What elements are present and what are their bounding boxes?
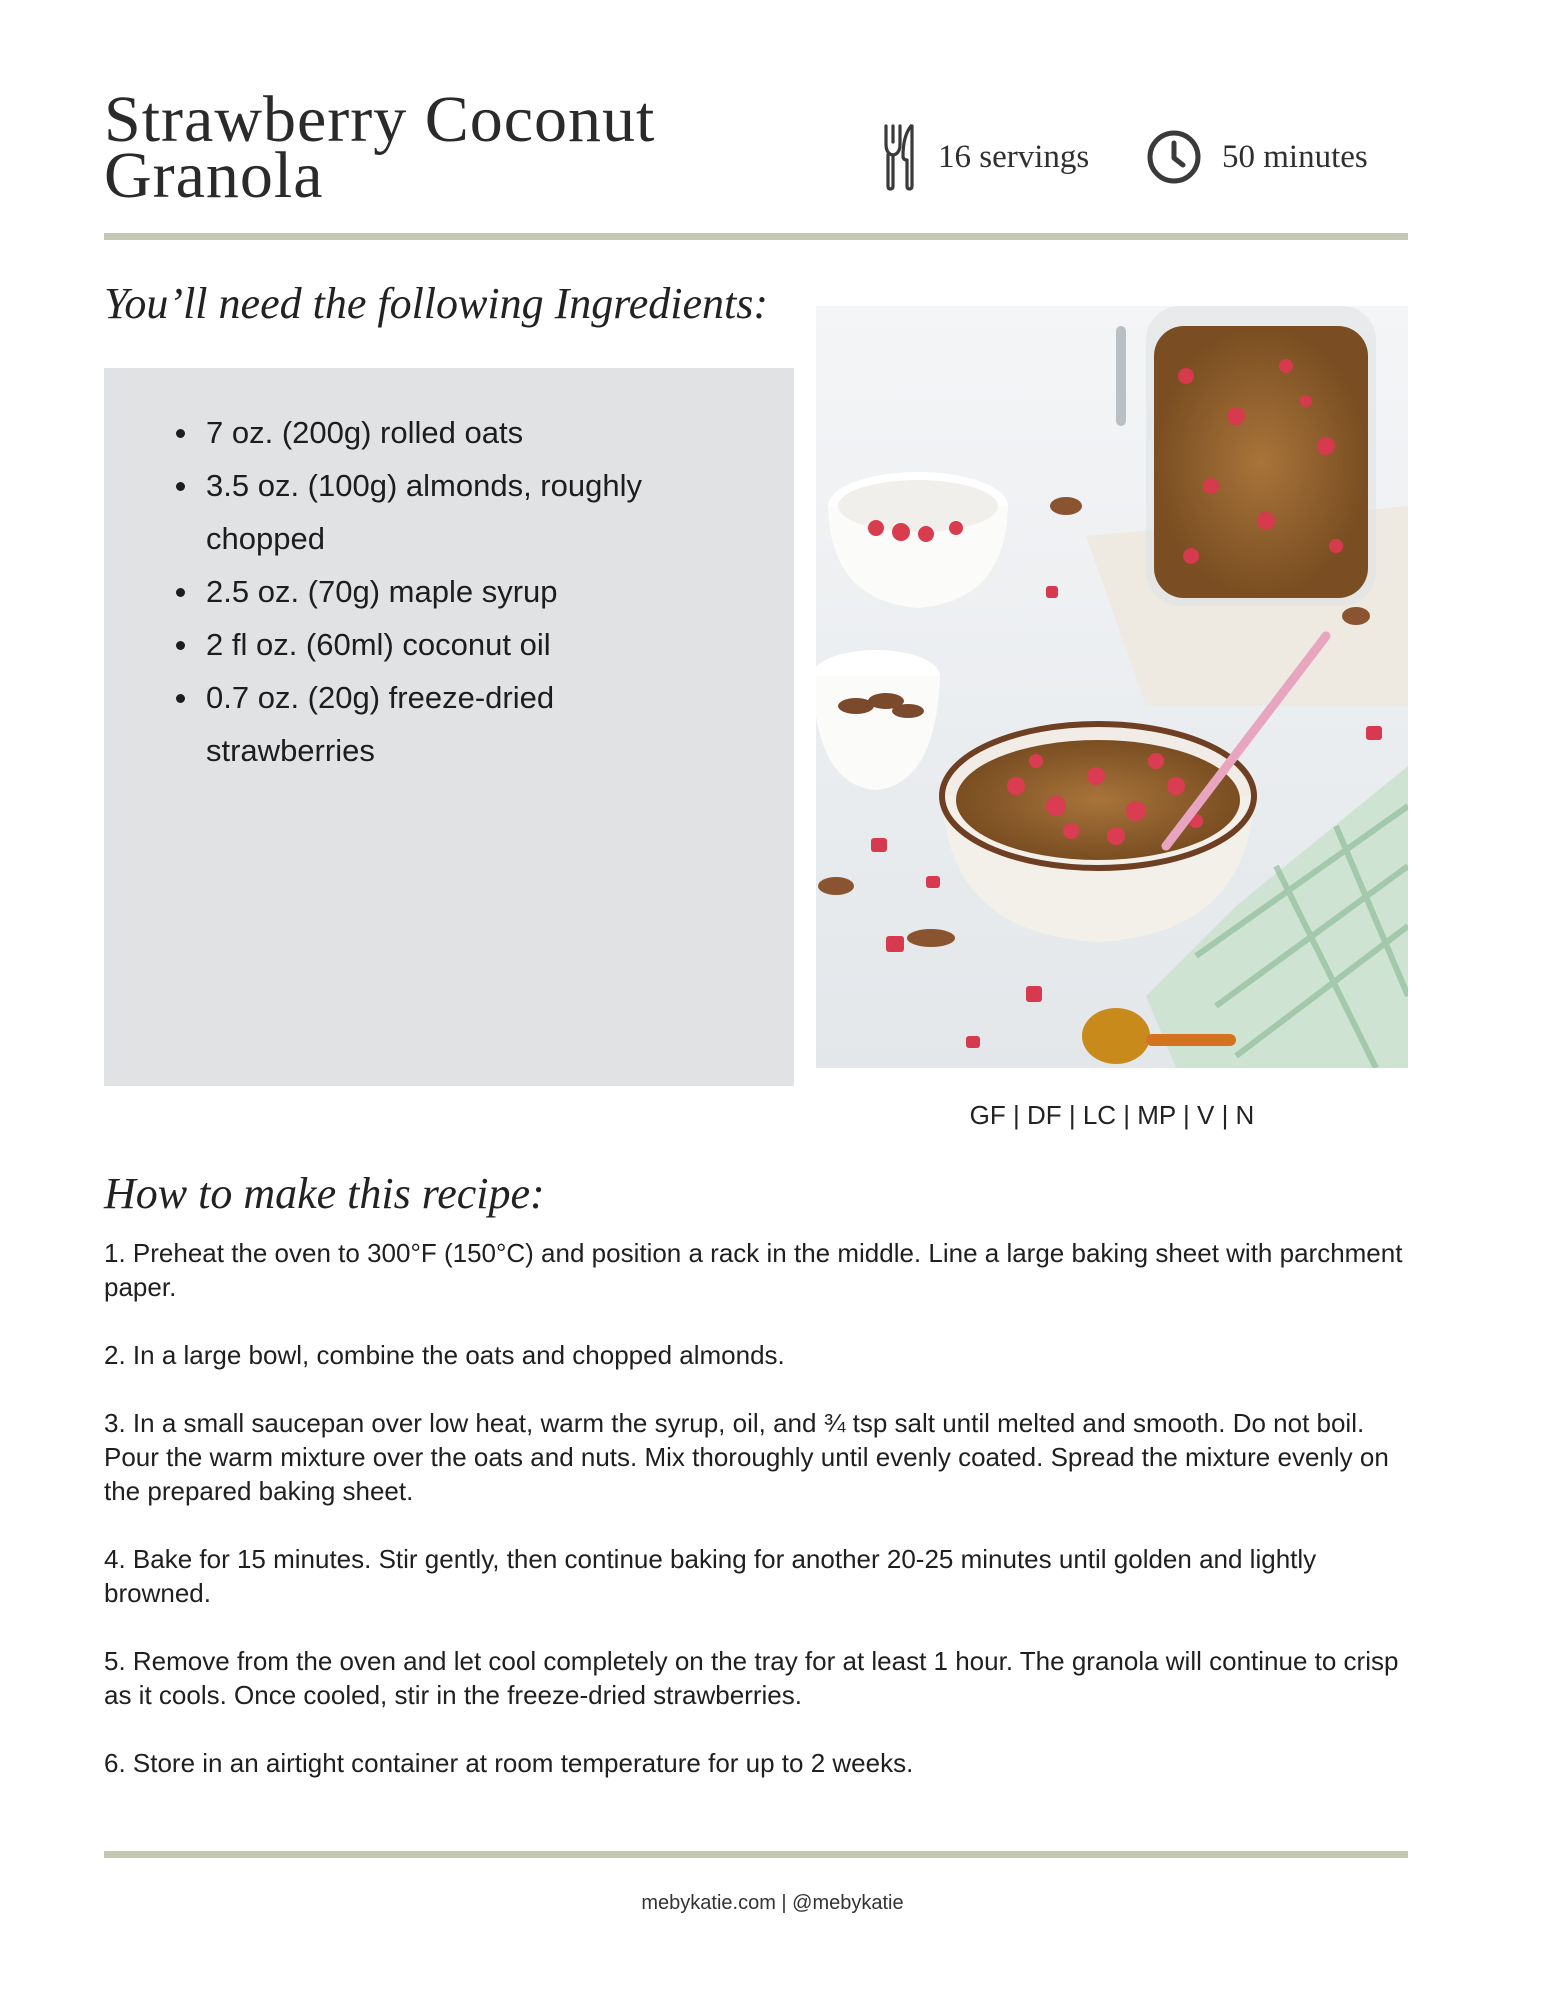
time-info [1146,122,1368,192]
ingredient-item: 2 fl oz. (60ml) coconut oil [206,618,726,671]
ingredient-item: 3.5 oz. (100g) almonds, roughly chopped [206,459,726,565]
step-item: 6. Store in an airtight container at room temperature for up to 2 weeks. [104,1748,914,1778]
step-item: 2. In a large bowl, combine the oats and chopped almonds. [104,1340,785,1370]
step-item: 5. Remove from the oven and let cool completely on the tray for at least 1 hour. The granola will continue to crisp as it cools. Once cooled, stir in the freeze-dried strawberries. [104,1646,1399,1710]
ingredient-item: 2.5 oz. (70g) maple syrup [206,565,726,618]
ingredients-heading: You’ll need the following Ingredients: [104,279,769,328]
method-heading: How to make this recipe: [104,1169,545,1218]
ingredient-item: 0.7 oz. (20g) freeze-dried strawberries [206,671,726,777]
footer-divider [104,1851,1408,1858]
servings-info [882,122,1089,192]
step-item: 3. In a small saucepan over low heat, warm the syrup, oil, and ¾ tsp salt until melted and smooth. Do not boil. Pour the warm mixture over the oats and nuts. Mix thoroughly until evenly coated. Spread the mixture evenly on the prepared baking sheet. [104,1408,1389,1506]
clock-icon [1146,129,1202,185]
servings-text: 16 servings [938,138,1090,175]
header-divider [104,233,1408,240]
ingredients-panel [104,368,794,1086]
recipe-title: Strawberry Coconut Granola [104,83,656,212]
time-text: 50 minutes [1222,138,1368,175]
ingredient-item: 7 oz. (200g) rolled oats [206,406,726,459]
footer-text: mebykatie.com | @mebykatie [641,1892,904,1914]
method-steps [104,1236,1414,1814]
granola-photo [816,306,1408,1068]
fork-knife-icon [882,122,918,192]
step-item: 1. Preheat the oven to 300°F (150°C) and position a rack in the middle. Line a large baking sheet with parchment paper. [104,1238,1403,1302]
ingredient-list [104,368,726,777]
step-item: 4. Bake for 15 minutes. Stir gently, then continue baking for another 20-25 minutes until golden and lightly browned. [104,1544,1317,1608]
diet-tags: GF | DF | LC | MP | V | N [969,1100,1255,1130]
